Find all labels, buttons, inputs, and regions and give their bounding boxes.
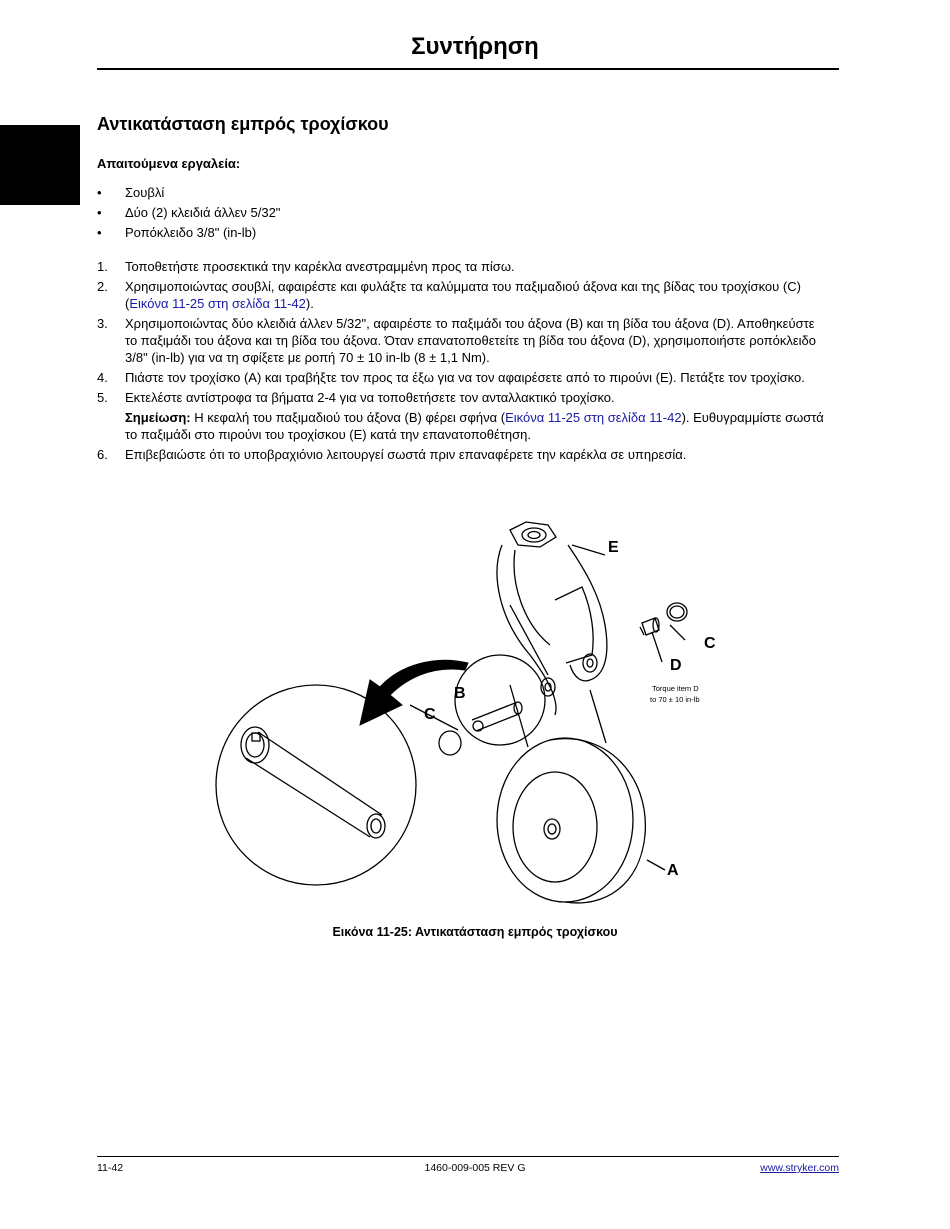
list-item	[97, 225, 280, 245]
tools-list	[97, 185, 280, 245]
callout-b: B	[454, 685, 466, 702]
step-text: Πιάστε τον τροχίσκο (A) και τραβήξτε τον προς τα έξω για να τον αφαιρέσετε από το πιρούνι (E). Πετάξτε τον τροχίσκο.	[125, 370, 805, 385]
step-text: Χρησιμοποιώντας δύο κλειδιά άλλεν 5/32", αφαιρέστε το παξιμάδι του άξονα (B) και τη βίδα του άξονα (D). Αποθηκεύστε το παξιμάδι του άξονα και τη βίδα του άξονα. Όταν επανατοποθετείτε τη βίδα του άξονα (D), χρησιμοποιήστε ροπόκλειδο 3/8" (in-lb) για να τη σφίξετε με ροπή 70 ± 10 in-lb (8 ± 1,1 Nm).	[125, 316, 816, 365]
caster-wheel	[497, 685, 645, 903]
step-4	[97, 369, 827, 386]
chapter-tab-marker	[0, 125, 80, 205]
step-1	[97, 258, 827, 275]
callout-e: E	[608, 539, 619, 556]
bullet-icon: •	[97, 185, 102, 200]
note-text-end: ). Ευθυγραμμίστε σωστά το παξιμάδι στο πιρούνι του τροχίσκου (E) κατά την επανατοποθέτηση.	[125, 410, 824, 442]
bullet-icon: •	[97, 205, 102, 220]
torque-note-line2: to 70 ± 10 in-lb	[650, 695, 700, 704]
step-number: 4.	[97, 370, 108, 385]
caster-illustration	[210, 515, 730, 910]
list-item	[97, 185, 280, 205]
callout-d: D	[670, 657, 682, 674]
callout-c-small: C	[424, 706, 436, 723]
step-3	[97, 315, 827, 366]
tool-label: Σουβλί	[125, 185, 165, 200]
list-item	[97, 205, 280, 225]
step-text: Εκτελέστε αντίστροφα τα βήματα 2-4 για να τοποθετήσετε τον ανταλλακτικό τροχίσκο.	[125, 390, 615, 405]
step-2	[97, 278, 827, 312]
axle-nut-small	[472, 702, 522, 731]
header-rule	[97, 68, 839, 70]
footer-doc-number: 1460-009-005 REV G	[424, 1162, 526, 1174]
footer-website-link[interactable]: www.stryker.com	[760, 1162, 839, 1174]
cap-c-small	[439, 731, 461, 755]
step-6	[97, 446, 827, 463]
screw-d	[640, 618, 659, 635]
footer-rule	[97, 1156, 839, 1157]
note-text: Η κεφαλή του παξιμαδιού του άξονα (B) φέρει σφήνα (	[190, 410, 506, 425]
step-5	[97, 389, 827, 443]
bullet-icon: •	[97, 225, 102, 240]
step-text: Χρησιμοποιώντας σουβλί, αφαιρέστε και φυλάξτε τα καλύμματα του παξιμαδιού άξονα και της βίδας του τροχίσκου (C) (	[125, 279, 801, 311]
callout-c: C	[704, 635, 716, 652]
step-number: 6.	[97, 447, 108, 462]
step-text: Τοποθετήστε προσεκτικά την καρέκλα ανεστραμμένη προς τα πίσω.	[125, 259, 515, 274]
tool-label: Δύο (2) κλειδιά άλλεν 5/32"	[125, 205, 281, 220]
step-note	[125, 409, 827, 443]
note-label: Σημείωση:	[125, 410, 191, 425]
cap-c	[667, 603, 687, 621]
step-text: Επιβεβαιώστε ότι το υποβραχιόνιο λειτουργεί σωστά πριν επαναφέρετε την καρέκλα σε υπηρεσία.	[125, 447, 687, 462]
figure-caption: Εικόνα 11-25: Αντικατάσταση εμπρός τροχίσκου	[332, 925, 618, 939]
step-text-end: ).	[305, 296, 314, 311]
step-number: 5.	[97, 390, 108, 405]
step-number: 2.	[97, 279, 108, 294]
figure-crossref-link[interactable]: Εικόνα 11-25 στη σελίδα 11-42	[129, 296, 306, 311]
tool-label: Ροπόκλειδο 3/8" (in-lb)	[125, 225, 257, 240]
footer-page-number: 11-42	[97, 1162, 124, 1174]
small-magnifier	[455, 655, 545, 745]
step-number: 3.	[97, 316, 108, 331]
removal-arrow-icon	[360, 660, 468, 725]
figure-crossref-link[interactable]: Εικόνα 11-25 στη σελίδα 11-42	[505, 410, 682, 425]
caster-figure	[210, 515, 730, 910]
page-header-title: Συντήρηση	[411, 33, 539, 60]
procedure-steps	[97, 258, 827, 466]
section-title: Αντικατάσταση εμπρός τροχίσκου	[97, 114, 389, 134]
step-number: 1.	[97, 259, 108, 274]
axle-detail	[241, 727, 385, 838]
torque-note-line1: Torque item D	[652, 684, 699, 693]
tools-heading: Απαιτούμενα εργαλεία:	[97, 156, 241, 171]
callout-a: A	[667, 862, 679, 879]
detail-magnifier	[216, 685, 416, 885]
